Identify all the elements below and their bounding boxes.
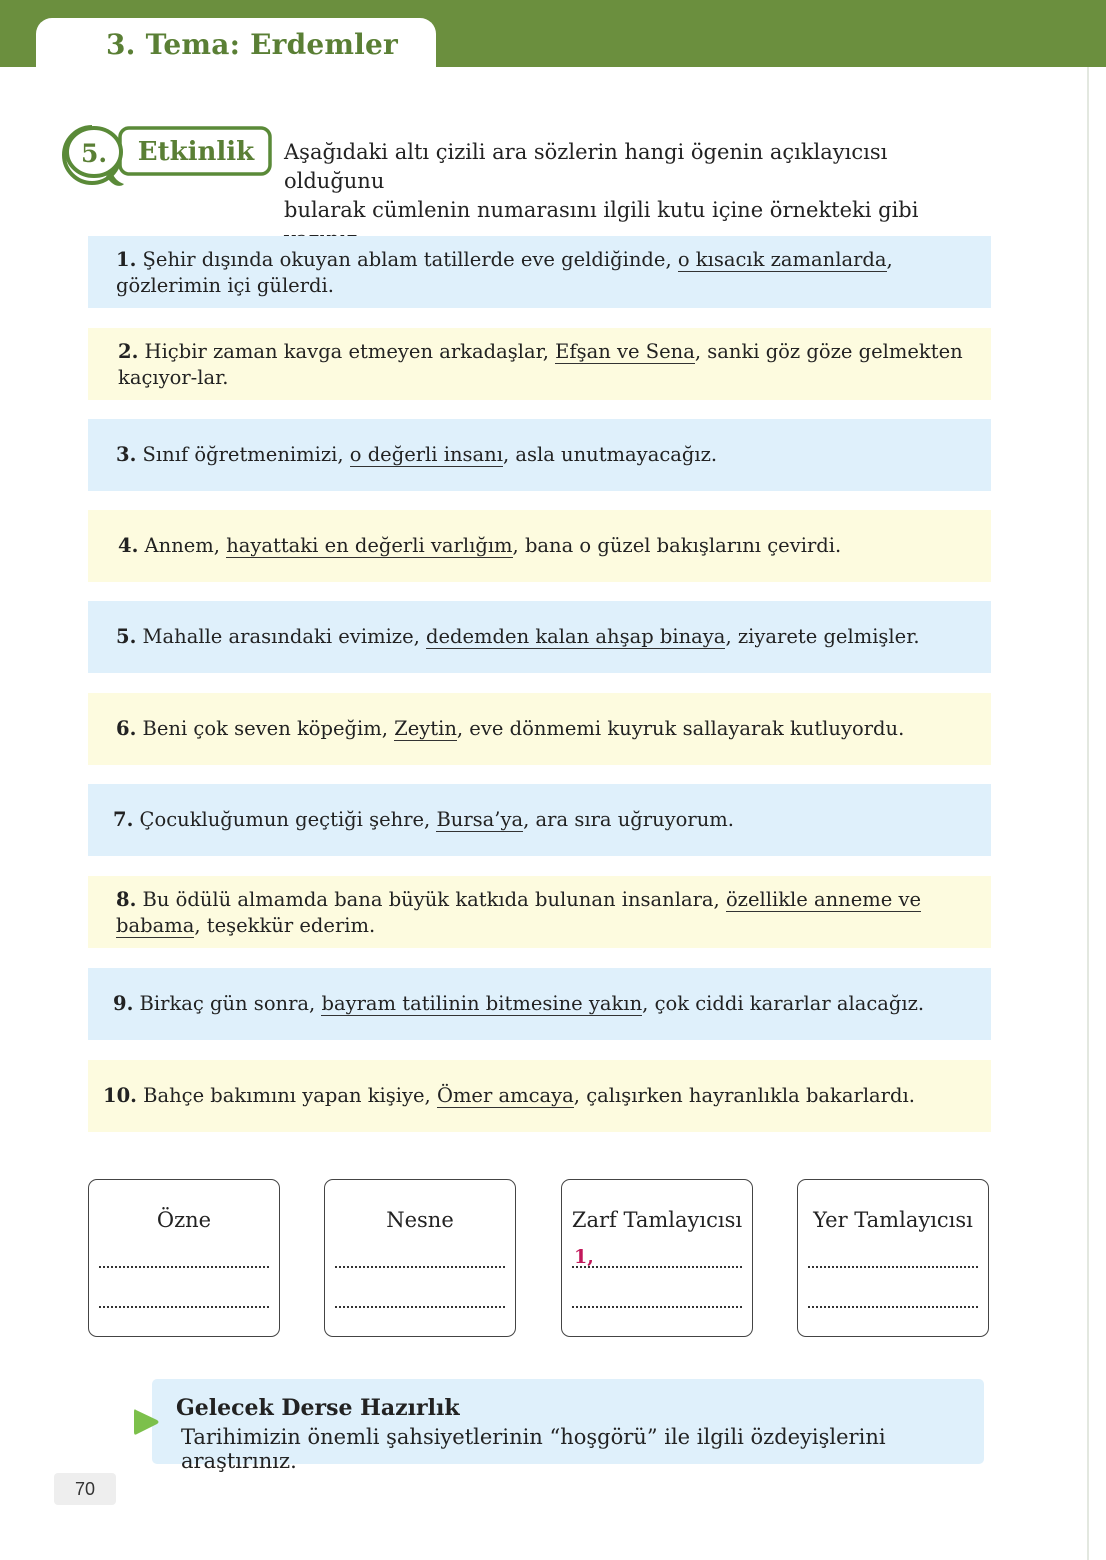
sentence-row-10: 10. Bahçe bakımını yapan kişiye, Ömer amcaya, çalışırken hayranlıkla bakarlardı. xyxy=(88,1060,991,1132)
box-title: Zarf Tamlayıcısı xyxy=(571,1208,743,1232)
answer-box-nesne[interactable] xyxy=(324,1179,516,1337)
answer-line-1[interactable] xyxy=(808,1266,978,1268)
underlined-phrase: özellikle anneme ve babama xyxy=(116,888,922,937)
sentence-number: 4. xyxy=(118,534,139,557)
sentence-row-5: 5. Mahalle arasındaki evimize, dedemden kalan ahşap binaya, ziyarete gelmişler. xyxy=(88,601,991,673)
sentence-number: 6. xyxy=(116,717,137,740)
underlined-phrase: Zeytin xyxy=(394,717,457,740)
answer-line-2[interactable] xyxy=(335,1306,505,1308)
sentence-number: 1. xyxy=(116,248,137,271)
prep-title: Gelecek Derse Hazırlık xyxy=(176,1395,460,1421)
box-title: Özne xyxy=(156,1208,212,1232)
answer-box-yer-tamlayicisi[interactable] xyxy=(797,1179,989,1337)
sentence-row-8: 8. Bu ödülü almamda bana büyük katkıda bulunan insanlara, özellikle anneme ve babama, teşekkür ederim. xyxy=(88,876,991,948)
theme-title: 3. Tema: Erdemler xyxy=(106,28,398,61)
underlined-phrase: Efşan ve Sena xyxy=(555,340,695,363)
sentence-number: 9. xyxy=(113,992,134,1015)
answer-line-1[interactable] xyxy=(99,1266,269,1268)
sentence-number: 8. xyxy=(116,888,137,911)
underlined-phrase: o değerli insanı xyxy=(349,443,503,466)
answer-box-zarf-tamlayicisi[interactable] xyxy=(561,1179,753,1337)
box-title: Yer Tamlayıcısı xyxy=(813,1208,973,1232)
play-arrow-icon xyxy=(132,1407,160,1437)
underlined-phrase: dedemden kalan ahşap binaya xyxy=(426,625,726,648)
underlined-phrase: hayattaki en değerli varlığım xyxy=(226,534,513,557)
underlined-phrase: o kısacık zamanlarda xyxy=(677,248,887,271)
box-title: Nesne xyxy=(386,1208,454,1232)
activity-label: Etkinlik xyxy=(137,137,255,167)
next-lesson-prep xyxy=(152,1379,984,1473)
underlined-phrase: Ömer amcaya xyxy=(436,1084,574,1107)
answer-line-1[interactable] xyxy=(572,1266,742,1268)
underlined-phrase: bayram tatilinin bitmesine yakın xyxy=(321,992,643,1015)
answer-line-2[interactable] xyxy=(808,1306,978,1308)
sentence-number: 2. xyxy=(118,340,139,363)
activity-badge xyxy=(62,124,272,188)
sentence-row-4: 4. Annem, hayattaki en değerli varlığım, bana o güzel bakışlarını çevirdi. xyxy=(88,510,991,582)
answer-line-2[interactable] xyxy=(572,1306,742,1308)
sentence-row-3: 3. Sınıf öğretmenimizi, o değerli insanı, asla unutmayacağız. xyxy=(88,419,991,491)
sentence-number: 3. xyxy=(116,443,137,466)
sentence-number: 10. xyxy=(103,1084,137,1107)
example-answer: 1, xyxy=(574,1246,594,1268)
sentence-row-2: 2. Hiçbir zaman kavga etmeyen arkadaşlar, Efşan ve Sena, sanki göz göze gelmekten kaçıyor-lar. xyxy=(88,328,991,400)
answer-line-1[interactable] xyxy=(335,1266,505,1268)
sentence-row-9: 9. Birkaç gün sonra, bayram tatilinin bitmesine yakın, çok ciddi kararlar alacağız. xyxy=(88,968,991,1040)
page-number: 70 xyxy=(54,1473,116,1505)
sentence-row-7: 7. Çocukluğumun geçtiği şehre, Bursa’ya, ara sıra uğruyorum. xyxy=(88,784,991,856)
answer-line-2[interactable] xyxy=(99,1306,269,1308)
activity-instruction: Aşağıdaki altı çizili ara sözlerin hangi ögenin açıklayıcısı olduğunu bularak cümlenin numarasını ilgili kutu içine örnekteki gibi xyxy=(284,140,919,222)
sentence-number: 7. xyxy=(113,808,134,831)
underlined-phrase: Bursa’ya xyxy=(436,808,524,831)
sentence-number: 5. xyxy=(116,625,137,648)
sentence-row-6: 6. Beni çok seven köpeğim, Zeytin, eve dönmemi kuyruk sallayarak kutluyordu. xyxy=(88,693,991,765)
sentence-row-1: 1. Şehir dışında okuyan ablam tatillerde eve geldiğinde, o kısacık zamanlarda, gözlerimin içi gülerdi. xyxy=(88,236,991,308)
activity-number: 5. xyxy=(80,139,108,168)
prep-text: Tarihimizin önemli şahsiyetlerinin “hoşgörü” ile ilgili özdeyişlerini araştırınız. xyxy=(181,1425,886,1473)
page-edge-line xyxy=(1087,67,1089,1560)
answer-box-ozne[interactable] xyxy=(88,1179,280,1337)
